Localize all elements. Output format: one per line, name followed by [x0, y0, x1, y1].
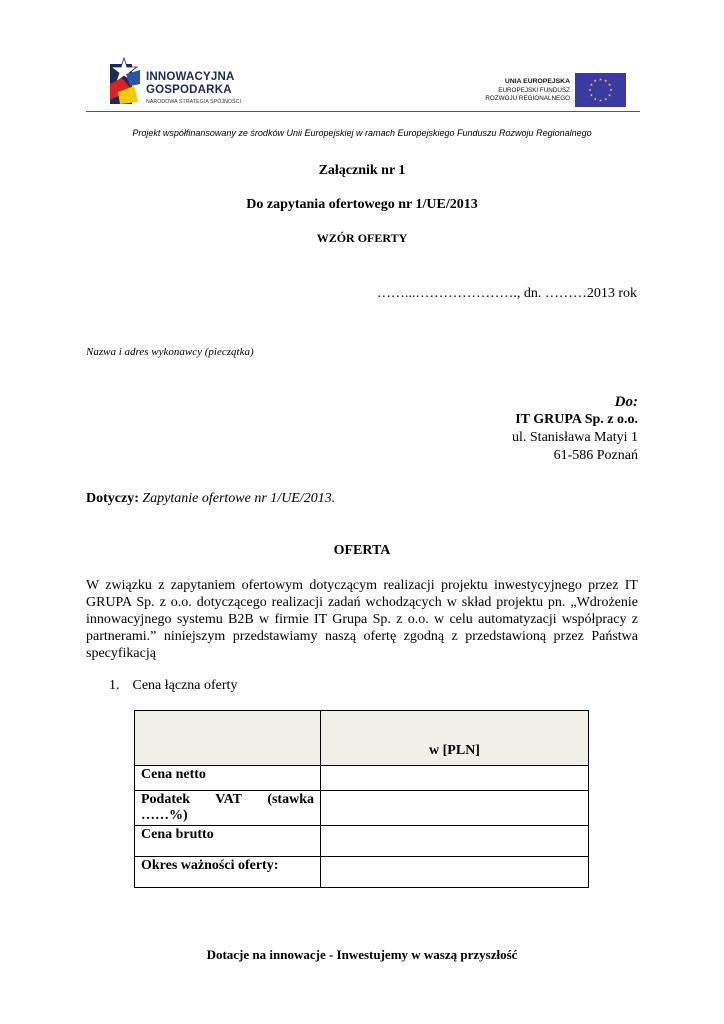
- offer-validity-value[interactable]: [321, 857, 589, 888]
- table-row-gross: [135, 826, 589, 857]
- eu-text-line2: EUROPEJSKI FUNDUSZ: [498, 86, 570, 94]
- eu-flag-icon: [575, 73, 626, 107]
- net-price-value[interactable]: [321, 766, 589, 791]
- offer-validity-label: Okres ważności oferty:: [135, 857, 321, 888]
- vat-label-line1: [141, 792, 314, 808]
- attachment-heading: Załącznik nr 1: [318, 163, 406, 178]
- table-row-net: [135, 766, 589, 791]
- vat-label: [135, 791, 321, 826]
- vat-value[interactable]: [321, 791, 589, 826]
- table-row-header: [135, 711, 589, 766]
- table-header-currency: w [PLN]: [321, 711, 589, 766]
- ig-star-icon: [104, 56, 144, 108]
- recipient-city: 61-586 Poznań: [553, 448, 638, 463]
- eu-fund-text: [485, 78, 570, 104]
- table-row-validity: [135, 857, 589, 888]
- offer-intro-paragraph: W związku z zapytaniem ofertowym dotyczącym realizacji projektu inwestycyjnego przez IT GRUPA Sp. z o.o. dotyczącego realizacji zadań wchodzących w skład projektu pn. „Wdrożenie innowacyjnego systemu B2B w firmie IT Grupa Sp. z o.o. w celu automatyzacji współpracy z partnerami.” niniejszym przedstawiamy naszą ofertę zgodną z przedstawioną przez Państwa specyfikacją: [86, 578, 638, 661]
- list-item-number: 1.: [109, 678, 120, 693]
- vat-word-rate: (stawka: [267, 792, 314, 807]
- eu-text-line3: ROZWOJU REGIONALNEGO: [485, 95, 570, 102]
- innowacyjna-gospodarka-logo: [104, 56, 264, 110]
- table-row-vat: [135, 791, 589, 826]
- recipient-to-label: Do:: [614, 394, 638, 410]
- vat-word-vat: VAT: [215, 792, 243, 807]
- price-table: [134, 710, 589, 888]
- header-divider: [86, 111, 640, 112]
- eu-text-line1: UNIA EUROPEJSKA: [504, 78, 570, 85]
- recipient-company: IT GRUPA Sp. z o.o.: [515, 412, 638, 427]
- contractor-stamp-label: Nazwa i adres wykonawcy (pieczątka): [86, 346, 254, 358]
- concerns-line: [86, 491, 335, 507]
- gross-price-value[interactable]: [321, 826, 589, 857]
- ig-logo-line2: GOSPODARKA: [146, 84, 232, 96]
- vat-label-line2: ……%): [141, 808, 188, 823]
- concerns-label: Dotyczy:: [86, 491, 139, 506]
- cofinancing-note: Projekt współfinansowany ze środków Unii Europejskiej w ramach Europejskiego Funduszu Rozwoju Regionalnego: [132, 128, 592, 138]
- footer-slogan: Dotacje na innowacje - Inwestujemy w waszą przyszłość: [206, 947, 518, 962]
- offer-pattern-heading: WZÓR OFERTY: [316, 231, 408, 245]
- list-item-label: Cena łączna oferty: [132, 678, 238, 693]
- request-heading: Do zapytania ofertowego nr 1/UE/2013: [246, 197, 478, 212]
- vat-word-tax: Podatek: [141, 792, 190, 807]
- net-price-label: Cena netto: [135, 766, 321, 791]
- gross-price-label: Cena brutto: [135, 826, 321, 857]
- list-item-total-price: [109, 678, 237, 694]
- ig-logo-line1: INNOWACYJNA: [146, 71, 235, 83]
- ig-logo-line3: NARODOWA STRATEGIA SPÓJNOŚCI: [146, 99, 242, 105]
- recipient-address: [512, 393, 638, 465]
- concerns-value: Zapytanie ofertowe nr 1/UE/2013.: [142, 491, 336, 506]
- offer-title: OFERTA: [333, 543, 391, 558]
- place-date-line: ……...…………………., dn. ………2013 rok: [376, 286, 637, 301]
- recipient-street: ul. Stanisława Matyi 1: [512, 430, 638, 445]
- table-cell-blank: [135, 711, 321, 766]
